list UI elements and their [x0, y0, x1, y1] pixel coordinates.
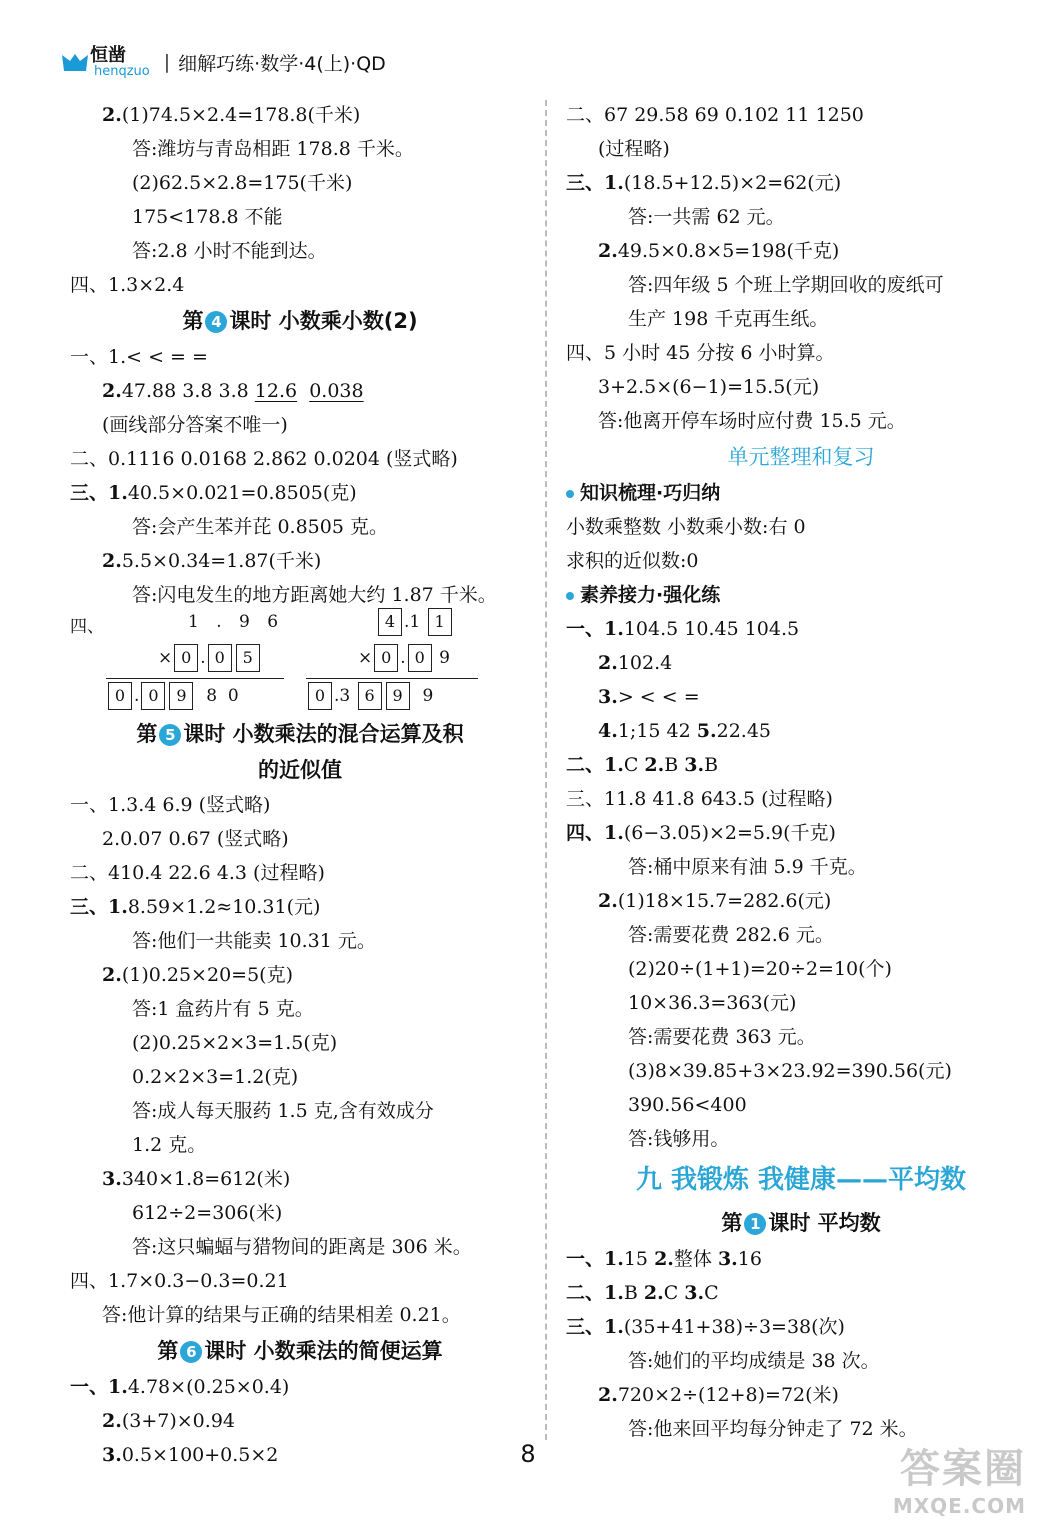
answer-line: (2)20÷(1+1)=20÷2=10(个): [628, 958, 892, 980]
lesson-heading-6: 第 6 课时 小数乘法的简便运算: [157, 1339, 443, 1363]
answer-line: 四、5 小时 45 分按 6 小时算。: [566, 342, 835, 364]
answer-line: 3.> < < =: [598, 686, 700, 708]
answer-line: 一、1.104.5 10.45 104.5: [566, 618, 800, 640]
lesson-number-badge: 6: [180, 1341, 202, 1363]
answer-line: 答:四年级 5 个班上学期回收的废纸可: [628, 274, 944, 296]
answer-line: 答:他来回平均每分钟走了 72 米。: [628, 1418, 918, 1440]
page-number: 8: [520, 1440, 536, 1468]
left-column: [70, 98, 530, 1472]
answer-line: (2)0.25×2×3=1.5(克): [132, 1032, 338, 1054]
underlined-answer: 12.6: [254, 380, 298, 402]
answer-line: 三、11.8 41.8 643.5 (过程略): [566, 788, 833, 810]
answer-line: 一、1.4.78×(0.25×0.4): [70, 1376, 290, 1398]
answer-line: 三、1.40.5×0.021=0.8505(克): [70, 482, 357, 504]
answer-line: 二、0.1116 0.0168 2.862 0.0204 (竖式略): [70, 448, 458, 470]
watermark-domain: MXQE.COM: [892, 1494, 1026, 1518]
vertical-product: 0 . 0 9 8 0: [106, 682, 239, 710]
bullet-dot-icon: [566, 592, 574, 600]
answer-line: 2.102.4: [598, 652, 673, 674]
answer-line: 答:1 盒药片有 5 克。: [132, 998, 314, 1020]
answer-line: 生产 198 千克再生纸。: [628, 308, 829, 330]
brand-subtitle: henqzuo: [94, 63, 150, 79]
answer-line: 一、1.15 2.整体 3.16: [566, 1248, 762, 1270]
section-subheading: 知识梳理·巧归纳: [566, 476, 1036, 510]
vertical-rule: [106, 678, 284, 679]
answer-line: 175<178.8 不能: [132, 206, 283, 228]
answer-line: (3)8×39.85+3×23.92=390.56(元): [628, 1060, 952, 1082]
answer-line: 三、1.(35+41+38)÷3=38(次): [566, 1316, 845, 1338]
answer-line: 答:他离开停车场时应付费 15.5 元。: [598, 410, 906, 432]
watermark: [893, 1437, 1026, 1518]
vertical-multiplication-block: [70, 612, 530, 716]
answer-line: 答:潍坊与青岛相距 178.8 千米。: [132, 138, 414, 160]
column-divider: [545, 100, 547, 1440]
vertical-top-number: 4 .1 1: [376, 608, 454, 636]
answer-line: 10×36.3=363(元): [628, 992, 797, 1014]
answer-line: 三、1.(18.5+12.5)×2=62(元): [566, 172, 842, 194]
answer-line: 3+2.5×(6−1)=15.5(元): [598, 376, 820, 398]
section-label: 四、: [70, 617, 104, 637]
answer-line: 答:会产生苯并芘 0.8505 克。: [132, 516, 388, 538]
unit-review-title: 单元整理和复习: [727, 445, 875, 469]
answer-line: (过程略): [598, 138, 670, 160]
answer-line: 三、1.8.59×1.2≈10.31(元): [70, 896, 321, 918]
watermark-main: 答案圈: [900, 1446, 1026, 1492]
answer-line: 2.47.88 3.8 3.8 12.6 0.038: [102, 380, 364, 402]
answer-line: 答:成人每天服药 1.5 克,含有效成分: [132, 1100, 434, 1122]
answer-line: 390.56<400: [628, 1094, 747, 1116]
answer-line: 2.0.07 0.67 (竖式略): [102, 828, 289, 850]
answer-line: 2.720×2÷(12+8)=72(米): [598, 1384, 839, 1406]
header-separator: |: [163, 51, 171, 73]
lesson-heading-4: 第 4 课时 小数乘小数(2): [182, 309, 418, 333]
page-header: [60, 44, 386, 80]
lesson-number-badge: 4: [205, 311, 227, 333]
answer-line: 2.(3+7)×0.94: [102, 1410, 235, 1432]
right-column: [566, 98, 1036, 1446]
answer-line: 四、1.(6−3.05)×2=5.9(千克): [566, 822, 836, 844]
answer-line: 2.(1)74.5×2.4=178.8(千米): [102, 104, 361, 126]
answer-line: 答:这只蝙蝠与猎物间的距离是 306 米。: [132, 1236, 472, 1258]
answer-line: 一、1.3.4 6.9 (竖式略): [70, 794, 271, 816]
answer-line: 4.1;15 42 5.22.45: [598, 720, 772, 742]
answer-line: 答:需要花费 363 元。: [628, 1026, 816, 1048]
brand-name: 恒凿: [90, 44, 126, 66]
brand-logo: [60, 44, 150, 79]
vertical-top-number: 1 . 9 6: [188, 612, 285, 632]
answer-line: 答:一共需 62 元。: [628, 206, 785, 228]
answer-line: 二、410.4 22.6 4.3 (过程略): [70, 862, 325, 884]
answer-line: 答:他计算的结果与正确的结果相差 0.21。: [102, 1304, 461, 1326]
answer-line: 答:2.8 小时不能到达。: [132, 240, 327, 262]
answer-line: 612÷2=306(米): [132, 1202, 283, 1224]
answer-line: 答:闪电发生的地方距离她大约 1.87 千米。: [132, 584, 497, 606]
lesson-number-badge: 5: [159, 724, 181, 746]
bullet-dot-icon: [566, 490, 574, 498]
vertical-multiplier: × 0 . 0 9: [358, 644, 450, 672]
chapter-title: 九 我锻炼 我健康——平均数: [635, 1165, 967, 1195]
section-subheading: 素养接力·强化练: [566, 578, 1036, 612]
answer-line: 答:钱够用。: [628, 1128, 730, 1150]
lesson-heading-5: 第 5 课时 小数乘法的混合运算及积: [136, 722, 464, 746]
book-title: 细解巧练·数学·4(上)·QD: [178, 52, 386, 75]
answer-line: 四、1.7×0.3−0.3=0.21: [70, 1270, 289, 1292]
answer-line: 1.2 克。: [132, 1134, 207, 1156]
answer-line: 求积的近似数:0: [566, 550, 699, 572]
vertical-product: 0 .3 6 9 9: [306, 682, 433, 710]
answer-line: 一、1.< < = =: [70, 346, 208, 368]
answer-line: 答:桶中原来有油 5.9 千克。: [628, 856, 867, 878]
answer-line: 3.340×1.8=612(米): [102, 1168, 291, 1190]
answer-line: 四、1.3×2.4: [70, 274, 185, 296]
lesson-heading-1: 第 1 课时 平均数: [721, 1211, 881, 1235]
answer-line: 二、1.B 2.C 3.C: [566, 1282, 719, 1304]
answer-line: (2)62.5×2.8=175(千米): [132, 172, 353, 194]
answer-line: 小数乘整数 小数乘小数:右 0: [566, 516, 806, 538]
answer-line: 答:她们的平均成绩是 38 次。: [628, 1350, 880, 1372]
book-logo-icon: [60, 51, 90, 73]
answer-line: 3.0.5×100+0.5×2: [102, 1444, 279, 1466]
answer-line: 2.5.5×0.34=1.87(千米): [102, 550, 322, 572]
answer-line: (画线部分答案不唯一): [102, 414, 288, 436]
answer-line: 2.49.5×0.8×5=198(千克): [598, 240, 840, 262]
lesson-number-badge: 1: [744, 1213, 766, 1235]
answer-line: 0.2×2×3=1.2(克): [132, 1066, 299, 1088]
lesson-heading-5-cont: 的近似值: [258, 758, 342, 782]
answer-line: 答:他们一共能卖 10.31 元。: [132, 930, 376, 952]
vertical-rule: [306, 678, 478, 679]
answer-line: 答:需要花费 282.6 元。: [628, 924, 834, 946]
answer-line: 2.(1)0.25×20=5(克): [102, 964, 293, 986]
underlined-answer: 0.038: [309, 380, 364, 402]
answer-line: 二、67 29.58 69 0.102 11 1250: [566, 104, 864, 126]
answer-line: 2.(1)18×15.7=282.6(元): [598, 890, 832, 912]
answer-line: 二、1.C 2.B 3.B: [566, 754, 719, 776]
vertical-multiplier: × 0 . 0 5: [158, 644, 262, 672]
